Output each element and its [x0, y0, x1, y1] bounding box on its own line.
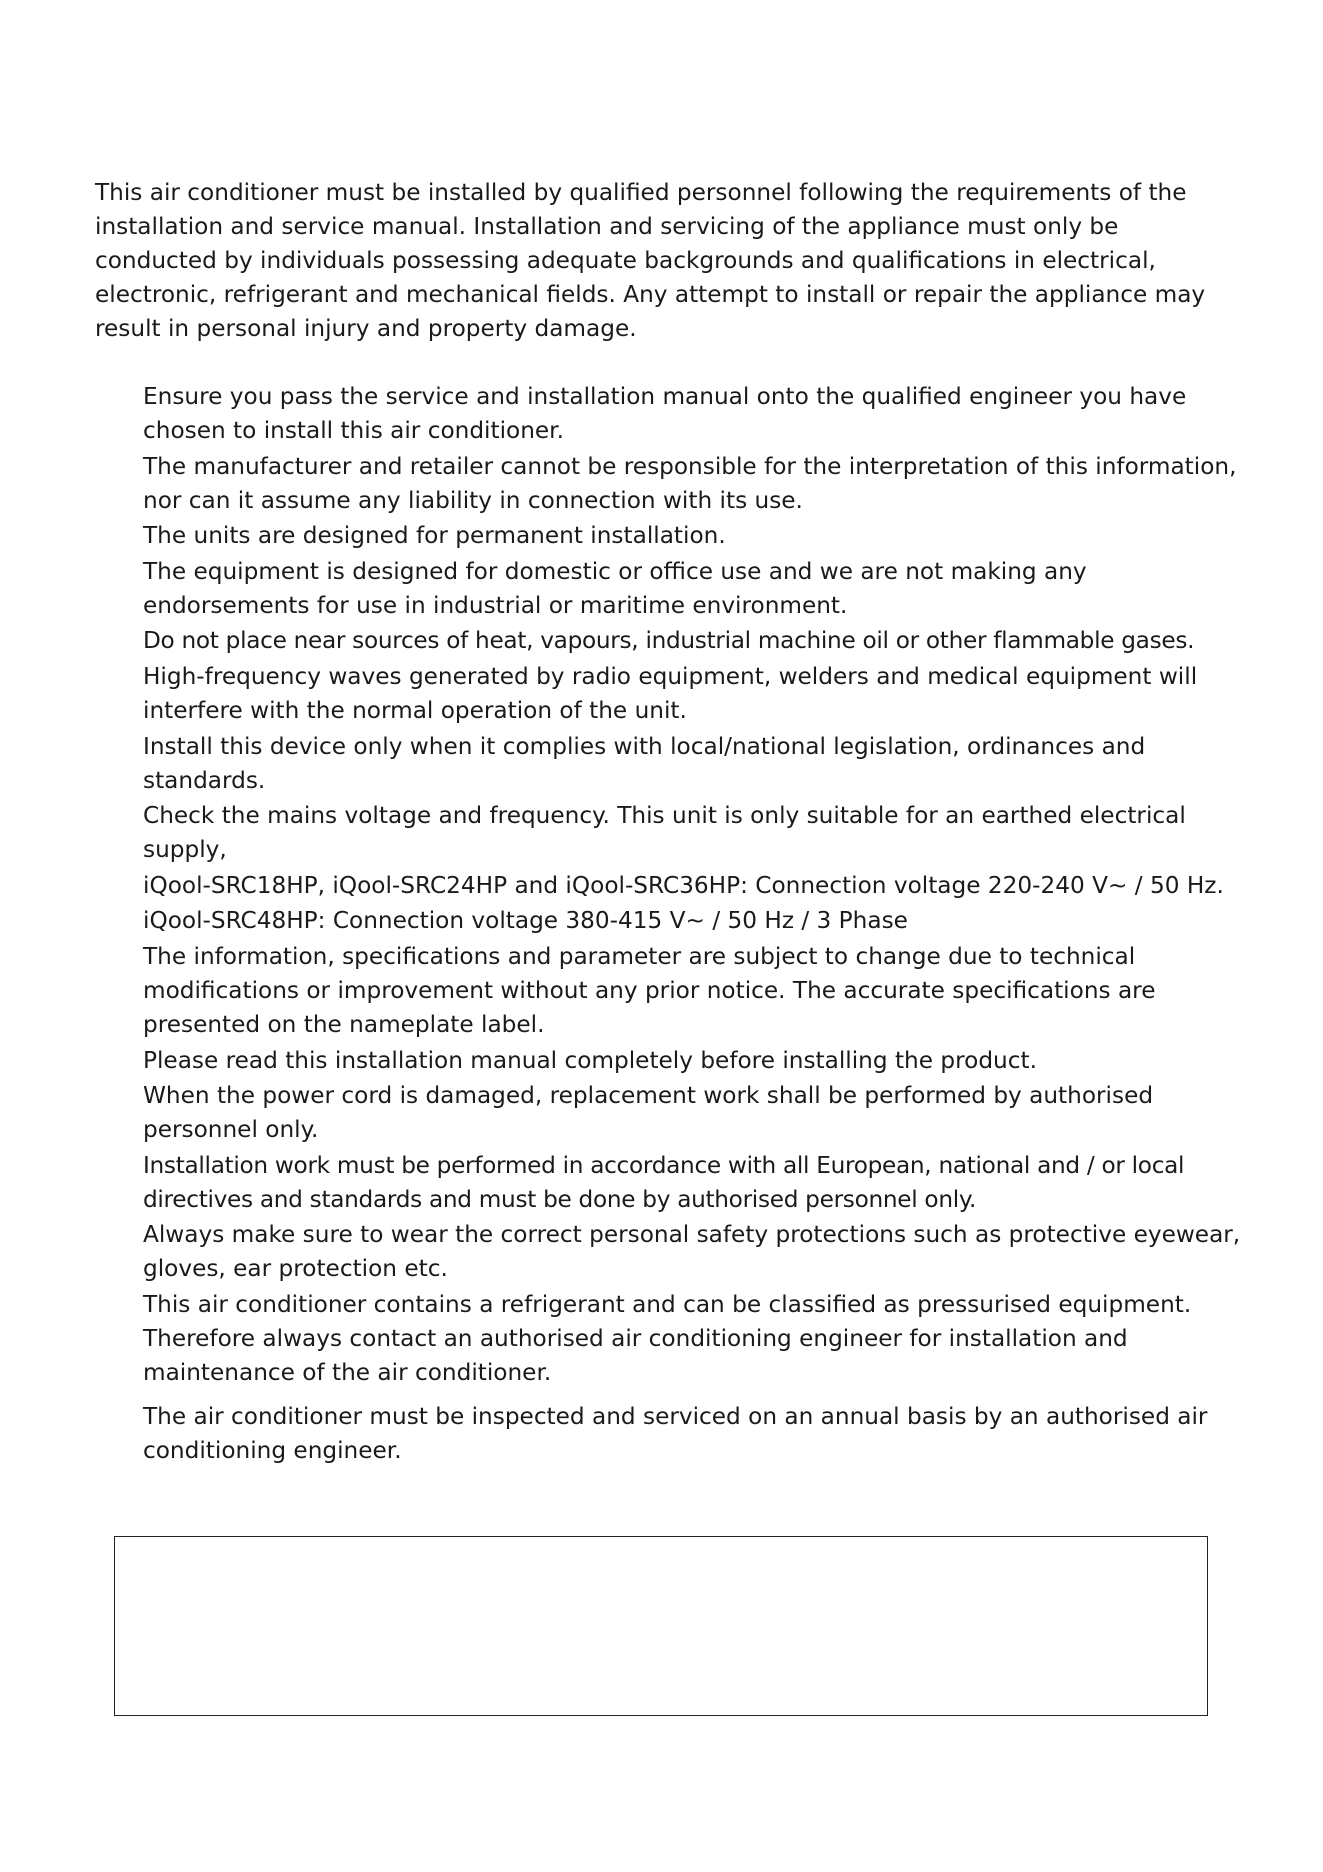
empty-notice-box	[114, 1536, 1208, 1716]
note-item: Always make sure to wear the correct personal safety protections such as protective eyewear, gloves, ear protection etc.	[143, 1221, 1241, 1283]
note-item: Do not place near sources of heat, vapours, industrial machine oil or other flammable gases.	[143, 627, 1195, 655]
note-item: The units are designed for permanent installation.	[143, 522, 726, 550]
note-item: The air conditioner must be inspected and serviced on an annual basis by an authorised air conditioning engineer.	[143, 1402, 1208, 1464]
note-item: The manufacturer and retailer cannot be responsible for the interpretation of this information, nor can it assume any liability in connection with its use.	[143, 452, 1237, 514]
note-item: Check the mains voltage and frequency. This unit is only suitable for an earthed electrical supply,	[143, 802, 1186, 864]
note-item: Ensure you pass the service and installation manual onto the qualified engineer you have chosen to install this air conditioner.	[143, 383, 1187, 444]
note-item: Please read this installation manual completely before installing the product.	[143, 1046, 1037, 1074]
document-page	[95, 176, 1245, 1470]
note-item: Install this device only when it complies with local/national legislation, ordinances and standards.	[143, 732, 1146, 794]
safety-notes-list	[95, 380, 1245, 1468]
note-item: iQool-SRC18HP, iQool-SRC24HP and iQool-SRC36HP: Connection voltage 220-240 V~ / 50 Hz.	[143, 871, 1224, 899]
note-item: The equipment is designed for domestic or office use and we are not making any endorsements for use in industrial or maritime environment.	[143, 557, 1087, 619]
note-item: This air conditioner contains a refrigerant and can be classified as pressurised equipment. Therefore always contact an authorised air conditioning engineer for installation and maintenance of the air conditioner.	[143, 1290, 1192, 1386]
note-item: The information, specifications and parameter are subject to change due to technical modifications or improvement without any prior notice. The accurate specifications are presented on the nameplate label.	[143, 942, 1156, 1038]
note-item: Installation work must be performed in accordance with all European, national and / or local directives and standards and must be done by authorised personnel only.	[143, 1151, 1185, 1213]
note-item: When the power cord is damaged, replacement work shall be performed by authorised personnel only.	[143, 1082, 1154, 1144]
intro-paragraph: This air conditioner must be installed by qualified personnel following the requirements of the installation and service manual. Installation and servicing of the appliance must only be conducted by individuals possessing adequate backgrounds and qualifications in electrical, electronic, refrigerant and mechanical fields. Any attempt to install or repair the appliance may result in personal injury and property damage.	[95, 179, 1206, 342]
note-item: High-frequency waves generated by radio equipment, welders and medical equipment will interfere with the normal operation of the unit.	[143, 662, 1198, 724]
note-item: iQool-SRC48HP: Connection voltage 380-415 V~ / 50 Hz / 3 Phase	[143, 907, 908, 935]
